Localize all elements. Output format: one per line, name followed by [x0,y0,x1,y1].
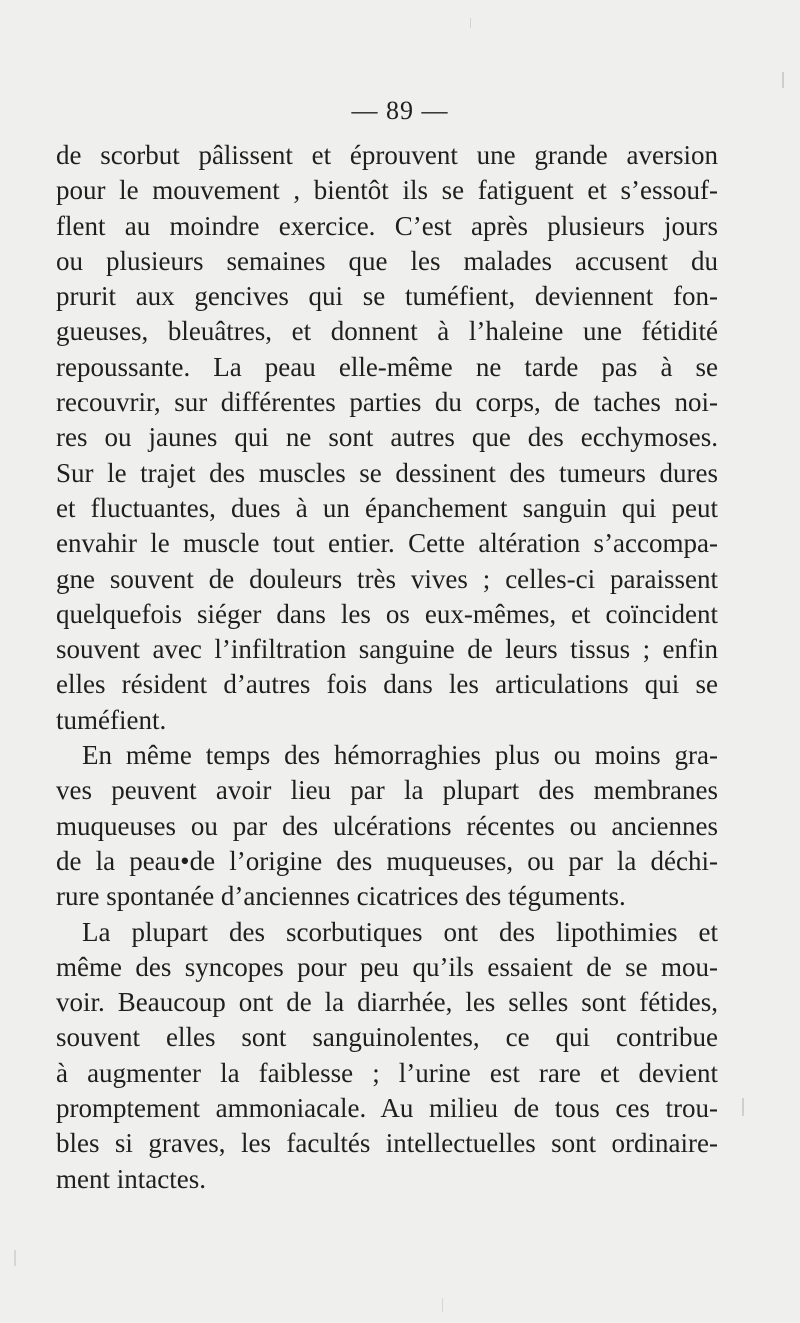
paragraph-3 [56,915,718,1197]
text-line: prurit aux gencives qui se tuméfient, deviennent fon- [56,281,718,312]
text-line: En même temps des hémorraghies plus ou moins gra- [82,740,718,771]
text-line: La plupart des scorbutiques ont des lipothimies et [82,916,718,947]
text-line: repoussante. La peau elle-même ne tarde pas à se [56,351,718,382]
text-line: bles si graves, les facultés intellectuelles sont ordinaire- [56,1128,718,1159]
text-line: souvent avec l’infiltration sanguine de leurs tissus ; enfin [56,634,718,665]
text-line: envahir le muscle tout entier. Cette altération s’accompa- [56,528,718,559]
paragraph-2 [56,738,718,914]
text-line: res ou jaunes qui ne sont autres que des ecchymoses. [56,422,718,453]
page-number: — 89 — [351,96,449,125]
text-line: rure spontanée d’anciennes cicatrices des téguments. [56,881,626,912]
text-line: muqueuses ou par des ulcérations récentes ou anciennes [56,810,718,841]
text-line: promptement ammoniacale. Au milieu de tous ces trou- [56,1093,718,1124]
text-line: ou plusieurs semaines que les malades accusent du [56,245,718,276]
text-line: gne souvent de douleurs très vives ; celles-ci paraissent [56,563,718,594]
text-line: de la peau•de l’origine des muqueuses, ou par la déchi- [56,845,718,876]
text-line: pour le mouvement , bientôt ils se fatiguent et s’essouf- [56,175,718,206]
text-line: et fluctuantes, dues à un épanchement sanguin qui peut [56,492,718,523]
text-line: quelquefois siéger dans les os eux-mêmes, et coïncident [56,598,718,629]
text-line: Sur le trajet des muscles se dessinent des tumeurs dures [56,457,718,488]
paragraph-1 [56,138,718,738]
scan-mark [14,1250,16,1266]
text-line: voir. Beaucoup ont de la diarrhée, les selles sont fétides, [56,987,718,1018]
text-line: flent au moindre exercice. C’est après plusieurs jours [56,210,718,241]
text-line: elles résident d’autres fois dans les articulations qui se [56,669,718,700]
text-line: ment intactes. [56,1163,206,1194]
text-line: ves peuvent avoir lieu par la plupart des membranes [56,775,718,806]
text-line: gueuses, bleuâtres, et donnent à l’haleine une fétidité [56,316,718,347]
scan-mark [742,1098,744,1116]
text-line: à augmenter la faiblesse ; l’urine est rare et devient [56,1057,718,1088]
text-line: de scorbut pâlissent et éprouvent une grande aversion [56,140,718,170]
scan-mark [470,18,471,28]
text-line: même des syncopes pour peu qu’ils essaient de se mou- [56,951,718,982]
scan-mark [442,1298,443,1312]
text-line: recouvrir, sur différentes parties du corps, de taches noi- [56,387,718,418]
text-line: tuméfient. [56,704,167,735]
text-line: souvent elles sont sanguinolentes, ce qui contribue [56,1022,718,1053]
body-text [56,138,718,1197]
scan-mark [782,72,784,88]
